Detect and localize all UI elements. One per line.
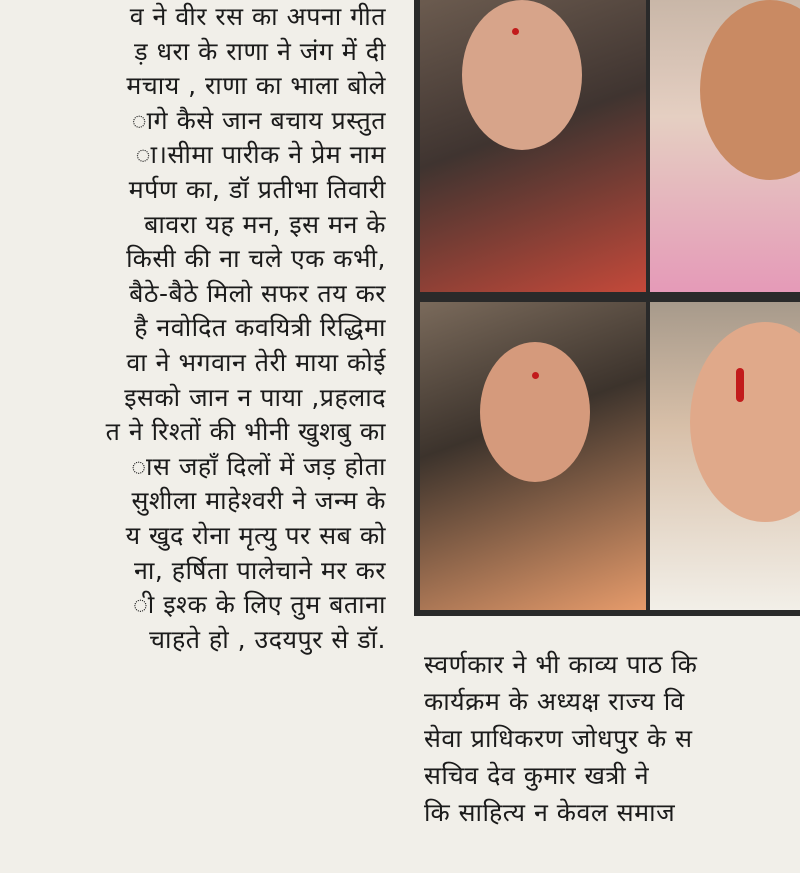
- text-line: ास जहाँ दिलों में जड़ होता: [131, 451, 386, 481]
- text-line: कि साहित्य न केवल समाज: [424, 798, 676, 827]
- text-line: सुशीला माहेश्वरी ने जन्म के: [131, 486, 386, 516]
- text-line: त ने रिश्तों की भीनी खुशबु का: [105, 417, 386, 447]
- text-line: ी इश्क के लिए तुम बताना: [132, 590, 386, 620]
- text-line: वा ने भगवान तेरी माया कोई: [126, 347, 386, 377]
- text-line: व ने वीर रस का अपना गीत: [129, 2, 386, 31]
- text-line: सेवा प्राधिकरण जोधपुर के स: [424, 724, 693, 753]
- text-line: सचिव देव कुमार खत्री ने: [424, 761, 650, 790]
- woman-portrait-bottom-left: [420, 302, 646, 610]
- text-line: ा।सीमा पारीक ने प्रेम नाम: [135, 140, 386, 170]
- right-article-column: [414, 646, 800, 831]
- text-line: ना, हर्षिता पालेचाने मर कर: [134, 555, 386, 585]
- woman-portrait-top-left: [420, 0, 646, 292]
- photo-collage: [414, 0, 800, 616]
- text-line: कार्यक्रम के अध्यक्ष राज्य वि: [424, 687, 685, 716]
- text-line: मचाय , राणा का भाला बोले: [126, 71, 386, 101]
- man-portrait-top-right: [650, 0, 800, 292]
- left-article-column: [0, 0, 392, 873]
- text-line: चाहते हो , उदयपुर से डॉ.: [149, 624, 386, 654]
- text-line: है नवोदित कवयित्री रिद्धिमा: [134, 313, 386, 343]
- text-line: ड़ धरा के राणा ने जंग में दी: [134, 36, 386, 66]
- text-line: मर्पण का, डॉ प्रतीभा तिवारी: [128, 174, 386, 204]
- man-portrait-bottom-right: [650, 302, 800, 610]
- text-line: बावरा यह मन, इस मन के: [144, 209, 386, 239]
- text-line: बैठे-बैठे मिलो सफर तय कर: [129, 278, 386, 308]
- text-line: किसी की ना चले एक कभी,: [126, 244, 386, 274]
- text-line: इसको जान न पाया ,प्रहलाद: [124, 382, 386, 412]
- text-line: य खुद रोना मृत्यु पर सब को: [125, 520, 386, 550]
- text-line: ागे कैसे जान बचाय प्रस्तुत: [131, 105, 386, 135]
- text-line: स्वर्णकार ने भी काव्य पाठ कि: [424, 650, 698, 679]
